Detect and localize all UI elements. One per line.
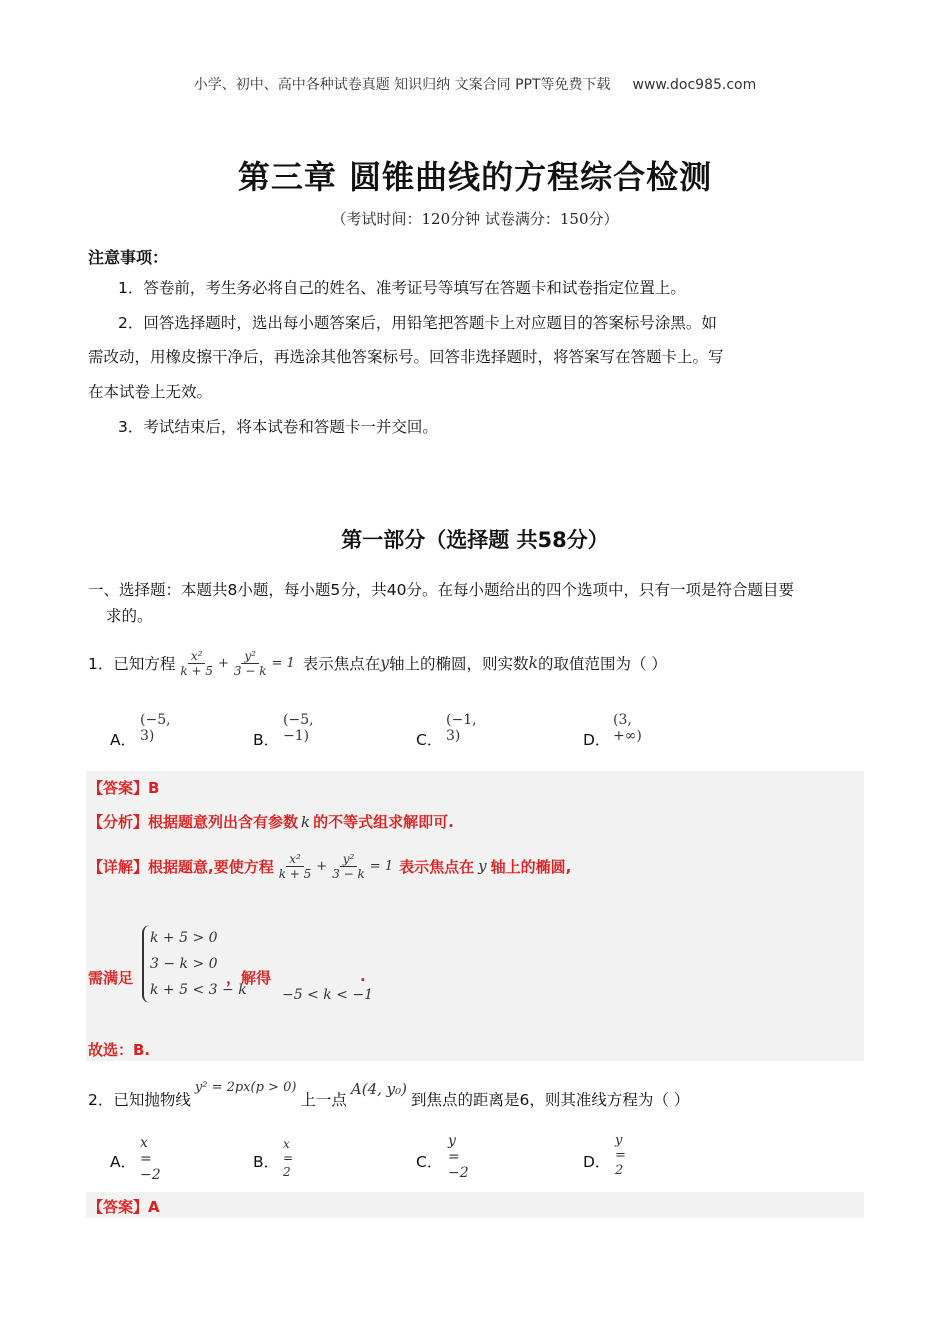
notice-item-2-line1: 2．回答选择题时，选出每小题答案后，用铅笔把答题卡上对应题目的答案标号涂黑。如	[118, 314, 717, 332]
q1-solve: ，解得	[226, 969, 272, 987]
q1-prefix: 1．已知方程	[88, 655, 176, 673]
q2-mid: 上一点	[300, 1091, 347, 1109]
q1-detail: 【详解】根据题意,要使方程 $\frac{\text{x²}}{k + 5}$ + $\frac{\text{y²}}{3 - k}$ = 1 表示焦点在 y 轴上的椭圆,	[88, 851, 572, 881]
q1-equals: = 1	[271, 655, 295, 671]
q1-fraction-x: $\frac{\text{x²}}{k + 5}$	[180, 648, 213, 678]
notice-heading: 注意事项：	[88, 248, 169, 267]
q2-suffix: 到焦点的距离是6，则其准线方程为（ ）	[411, 1091, 690, 1109]
q1-analysis: 【分析】根据题意列出含有参数 k 的不等式组求解即可.	[88, 812, 454, 831]
q2-options: x = −2 A． x = 2 B． y = −2 C． y = 2 D．	[110, 1133, 626, 1183]
notice-item-1: 1．答卷前，考生务必将自己的姓名、准考证号等填写在答题卡和试卷指定位置上。	[118, 279, 686, 297]
q2-prefix: 2．已知抛物线	[88, 1091, 191, 1109]
notice-item-3: 3．考试结束后，将本试卷和答题卡一并交回。	[118, 418, 438, 436]
question-2	[88, 1080, 689, 1110]
q1-result: −5 < k < −1	[282, 987, 374, 1003]
q2-answer: 【答案】A	[88, 1198, 160, 1216]
q1-text-mid2: 轴上的椭圆，则实数	[389, 655, 529, 673]
q1-need: 需满足	[88, 969, 134, 987]
q1-plus: +	[217, 655, 229, 671]
notice-item-2-line2: 需改动，用橡皮擦干净后，再选涂其他答案标号。回答非选择题时，将答案写在答题卡上。写	[88, 348, 724, 366]
notice-item-2-line3: 在本试卷上无效。	[88, 383, 213, 401]
q1-answer: 【答案】B	[88, 779, 160, 797]
section-title: 第一部分（选择题 共58分）	[341, 528, 609, 552]
q1-answer-box	[86, 771, 864, 1061]
q1-inequality-system: k + 5 > 0 3 − k > 0 k + 5 < 3 − k	[142, 925, 247, 1003]
q2-point: A(4, y₀)	[350, 1080, 408, 1098]
q2-equation: y² = 2px(p > 0)	[194, 1080, 297, 1095]
exam-subtitle: （考试时间：120分钟 试卷满分：150分）	[331, 210, 619, 228]
q2-answer-box	[86, 1192, 864, 1218]
q1-options: (−5, 3) A． (−5, −1) B． (−1, 3) C． (3, +∞) D．	[110, 712, 642, 749]
question-1	[88, 638, 667, 688]
q1-choose: 故选：B.	[88, 1041, 151, 1059]
part1-intro-line1: 一、选择题：本题共8小题，每小题5分，共40分。在每小题给出的四个选项中，只有一项是符合题目要	[88, 581, 794, 599]
q1-var-y: y	[380, 654, 390, 672]
header-site-link[interactable]: www.doc985.com	[632, 77, 757, 93]
q1-suffix: 的取值范围为（ ）	[537, 655, 667, 673]
q1-fraction-y: $\frac{\text{y²}}{3 - k}$	[233, 648, 267, 678]
q1-text-mid: 表示焦点在	[302, 655, 381, 673]
site-header	[0, 74, 950, 94]
page-title: 第三章 圆锥曲线的方程综合检测	[237, 158, 713, 196]
header-text: 小学、初中、高中各种试卷真题 知识归纳 文案合同 PPT等免费下载	[193, 77, 611, 93]
part1-intro-line2: 求的。	[106, 607, 153, 625]
q1-var-k: k	[528, 654, 538, 672]
q1-result-dot: .	[360, 967, 366, 985]
